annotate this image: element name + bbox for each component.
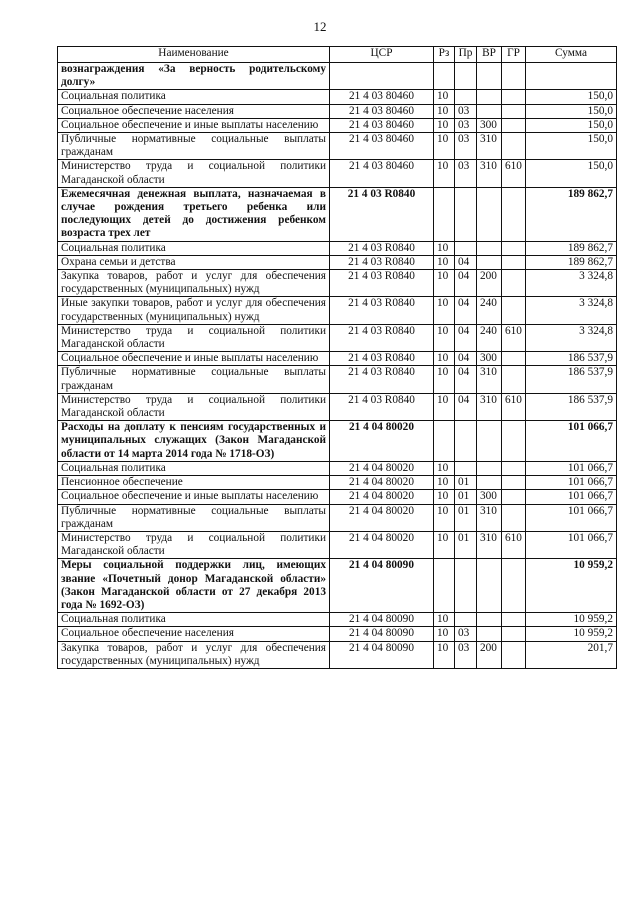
cell-vr — [477, 461, 502, 475]
cell-sum: 186 537,9 — [526, 393, 617, 420]
cell-vr: 240 — [477, 297, 502, 324]
table-header-row — [58, 47, 617, 63]
cell-gr — [502, 490, 526, 504]
cell-gr — [502, 504, 526, 531]
cell-name: Закупка товаров, работ и услуг для обеспечения государственных (муниципальных) нужд — [58, 641, 330, 668]
cell-sum: 189 862,7 — [526, 255, 617, 269]
cell-pr — [455, 90, 477, 104]
cell-pr: 03 — [455, 627, 477, 641]
cell-name: Социальное обеспечение и иные выплаты населению — [58, 490, 330, 504]
cell-sum: 150,0 — [526, 133, 617, 160]
cell-sum: 150,0 — [526, 160, 617, 187]
cell-vr: 310 — [477, 160, 502, 187]
cell-rz: 10 — [434, 476, 455, 490]
table-row — [58, 352, 617, 366]
cell-gr: 610 — [502, 531, 526, 558]
cell-rz: 10 — [434, 490, 455, 504]
table-row — [58, 90, 617, 104]
cell-name: Социальная политика — [58, 461, 330, 475]
cell-vr: 200 — [477, 641, 502, 668]
cell-vr — [477, 627, 502, 641]
cell-name: Социальное обеспечение и иные выплаты населению — [58, 352, 330, 366]
cell-gr — [502, 613, 526, 627]
cell-csr — [330, 63, 434, 90]
cell-vr — [477, 255, 502, 269]
cell-rz: 10 — [434, 504, 455, 531]
cell-sum: 3 324,8 — [526, 270, 617, 297]
cell-rz: 10 — [434, 270, 455, 297]
cell-pr — [455, 63, 477, 90]
table-row — [58, 366, 617, 393]
cell-vr: 300 — [477, 490, 502, 504]
cell-sum: 3 324,8 — [526, 324, 617, 351]
cell-sum: 101 066,7 — [526, 421, 617, 462]
table-row — [58, 476, 617, 490]
cell-sum: 10 959,2 — [526, 559, 617, 613]
cell-sum: 189 862,7 — [526, 187, 617, 241]
cell-gr: 610 — [502, 393, 526, 420]
cell-name: Охрана семьи и детства — [58, 255, 330, 269]
cell-name: Социальная политика — [58, 613, 330, 627]
cell-pr: 04 — [455, 270, 477, 297]
cell-sum: 10 959,2 — [526, 613, 617, 627]
cell-name: Публичные нормативные социальные выплаты гражданам — [58, 366, 330, 393]
table-row — [58, 627, 617, 641]
cell-gr — [502, 104, 526, 118]
cell-sum: 101 066,7 — [526, 490, 617, 504]
cell-rz: 10 — [434, 352, 455, 366]
cell-name: Публичные нормативные социальные выплаты гражданам — [58, 133, 330, 160]
cell-gr — [502, 421, 526, 462]
cell-pr: 04 — [455, 366, 477, 393]
cell-csr: 21 4 04 80020 — [330, 504, 434, 531]
cell-gr — [502, 133, 526, 160]
cell-rz — [434, 187, 455, 241]
cell-sum — [526, 63, 617, 90]
cell-pr: 01 — [455, 504, 477, 531]
cell-vr — [477, 187, 502, 241]
cell-gr — [502, 627, 526, 641]
cell-sum: 201,7 — [526, 641, 617, 668]
cell-pr — [455, 613, 477, 627]
table-row — [58, 504, 617, 531]
cell-sum: 3 324,8 — [526, 297, 617, 324]
cell-pr — [455, 421, 477, 462]
table-row — [58, 118, 617, 132]
table-row — [58, 559, 617, 613]
cell-pr: 01 — [455, 531, 477, 558]
cell-csr: 21 4 03 R0840 — [330, 366, 434, 393]
cell-rz — [434, 63, 455, 90]
cell-rz: 10 — [434, 641, 455, 668]
cell-csr: 21 4 03 R0840 — [330, 352, 434, 366]
header-rz: Рз — [434, 47, 455, 63]
cell-gr — [502, 118, 526, 132]
cell-csr: 21 4 03 R0840 — [330, 393, 434, 420]
page-number: 12 — [313, 19, 327, 34]
cell-gr — [502, 90, 526, 104]
cell-vr: 310 — [477, 393, 502, 420]
table-row — [58, 255, 617, 269]
table-row — [58, 241, 617, 255]
cell-pr: 03 — [455, 641, 477, 668]
cell-vr: 300 — [477, 118, 502, 132]
cell-pr: 03 — [455, 160, 477, 187]
cell-sum: 101 066,7 — [526, 476, 617, 490]
cell-csr: 21 4 03 R0840 — [330, 324, 434, 351]
cell-sum: 186 537,9 — [526, 352, 617, 366]
cell-vr — [477, 241, 502, 255]
cell-pr: 03 — [455, 104, 477, 118]
cell-pr — [455, 461, 477, 475]
cell-pr: 04 — [455, 297, 477, 324]
cell-rz: 10 — [434, 531, 455, 558]
cell-name: вознаграждения «За верность родительскому долгу» — [58, 63, 330, 90]
table-row — [58, 63, 617, 90]
cell-pr: 04 — [455, 393, 477, 420]
table-row — [58, 133, 617, 160]
table-row — [58, 393, 617, 420]
cell-rz: 10 — [434, 366, 455, 393]
cell-vr: 200 — [477, 270, 502, 297]
cell-gr — [502, 63, 526, 90]
cell-csr: 21 4 03 R0840 — [330, 241, 434, 255]
cell-csr: 21 4 03 R0840 — [330, 270, 434, 297]
cell-vr: 310 — [477, 504, 502, 531]
cell-gr — [502, 366, 526, 393]
cell-csr: 21 4 04 80020 — [330, 461, 434, 475]
cell-sum: 101 066,7 — [526, 531, 617, 558]
cell-csr: 21 4 03 80460 — [330, 104, 434, 118]
header-sum: Сумма — [526, 47, 617, 63]
cell-rz — [434, 559, 455, 613]
cell-name: Пенсионное обеспечение — [58, 476, 330, 490]
cell-rz: 10 — [434, 461, 455, 475]
cell-gr — [502, 559, 526, 613]
header-vr: ВР — [477, 47, 502, 63]
cell-vr: 310 — [477, 133, 502, 160]
cell-name: Меры социальной поддержки лиц, имеющих звание «Почетный донор Магаданской области» (Закон Магаданской области от 27 декабря 2013 года № 1692-ОЗ) — [58, 559, 330, 613]
cell-name: Министерство труда и социальной политики Магаданской области — [58, 393, 330, 420]
cell-pr: 01 — [455, 476, 477, 490]
cell-name: Закупка товаров, работ и услуг для обеспечения государственных (муниципальных) нужд — [58, 270, 330, 297]
cell-sum: 101 066,7 — [526, 461, 617, 475]
cell-rz: 10 — [434, 160, 455, 187]
cell-name: Министерство труда и социальной политики Магаданской области — [58, 531, 330, 558]
cell-pr — [455, 187, 477, 241]
cell-name: Социальная политика — [58, 90, 330, 104]
cell-rz: 10 — [434, 241, 455, 255]
cell-csr: 21 4 03 80460 — [330, 90, 434, 104]
cell-gr — [502, 255, 526, 269]
cell-rz: 10 — [434, 627, 455, 641]
cell-csr: 21 4 03 R0840 — [330, 255, 434, 269]
cell-rz: 10 — [434, 613, 455, 627]
cell-rz: 10 — [434, 104, 455, 118]
cell-csr: 21 4 04 80090 — [330, 613, 434, 627]
table-row — [58, 490, 617, 504]
cell-csr: 21 4 03 80460 — [330, 118, 434, 132]
cell-csr: 21 4 04 80090 — [330, 627, 434, 641]
cell-sum: 189 862,7 — [526, 241, 617, 255]
cell-rz: 10 — [434, 133, 455, 160]
cell-csr: 21 4 04 80020 — [330, 490, 434, 504]
cell-pr — [455, 559, 477, 613]
table-row — [58, 104, 617, 118]
cell-sum: 186 537,9 — [526, 366, 617, 393]
header-name: Наименование — [58, 47, 330, 63]
cell-vr — [477, 559, 502, 613]
cell-rz: 10 — [434, 393, 455, 420]
cell-name: Социальная политика — [58, 241, 330, 255]
table-row — [58, 531, 617, 558]
header-gr: ГР — [502, 47, 526, 63]
cell-vr — [477, 90, 502, 104]
cell-name: Социальное обеспечение населения — [58, 104, 330, 118]
cell-gr — [502, 187, 526, 241]
cell-gr — [502, 270, 526, 297]
cell-rz: 10 — [434, 255, 455, 269]
cell-csr: 21 4 03 R0840 — [330, 187, 434, 241]
table-row — [58, 270, 617, 297]
table-row — [58, 421, 617, 462]
cell-csr: 21 4 03 R0840 — [330, 297, 434, 324]
cell-name: Социальное обеспечение населения — [58, 627, 330, 641]
cell-pr: 04 — [455, 324, 477, 351]
cell-gr — [502, 476, 526, 490]
cell-gr — [502, 352, 526, 366]
cell-gr: 610 — [502, 160, 526, 187]
cell-name: Министерство труда и социальной политики Магаданской области — [58, 324, 330, 351]
table-row — [58, 461, 617, 475]
cell-rz — [434, 421, 455, 462]
cell-csr: 21 4 03 80460 — [330, 133, 434, 160]
cell-vr: 310 — [477, 531, 502, 558]
table-body — [58, 63, 617, 669]
cell-sum: 10 959,2 — [526, 627, 617, 641]
cell-pr: 03 — [455, 118, 477, 132]
cell-name: Министерство труда и социальной политики Магаданской области — [58, 160, 330, 187]
cell-pr: 01 — [455, 490, 477, 504]
cell-pr: 04 — [455, 255, 477, 269]
cell-pr: 03 — [455, 133, 477, 160]
cell-rz: 10 — [434, 118, 455, 132]
table-row — [58, 641, 617, 668]
cell-gr — [502, 461, 526, 475]
cell-rz: 10 — [434, 297, 455, 324]
cell-pr — [455, 241, 477, 255]
cell-vr — [477, 613, 502, 627]
cell-vr — [477, 63, 502, 90]
header-pr: Пр — [455, 47, 477, 63]
cell-pr: 04 — [455, 352, 477, 366]
cell-csr: 21 4 04 80020 — [330, 421, 434, 462]
table-row — [58, 613, 617, 627]
cell-gr — [502, 641, 526, 668]
cell-vr: 300 — [477, 352, 502, 366]
cell-gr: 610 — [502, 324, 526, 351]
cell-vr — [477, 104, 502, 118]
table-row — [58, 297, 617, 324]
cell-sum: 150,0 — [526, 104, 617, 118]
cell-sum: 150,0 — [526, 90, 617, 104]
cell-csr: 21 4 04 80090 — [330, 559, 434, 613]
cell-csr: 21 4 04 80090 — [330, 641, 434, 668]
cell-sum: 150,0 — [526, 118, 617, 132]
cell-csr: 21 4 04 80020 — [330, 531, 434, 558]
budget-table — [57, 46, 617, 669]
cell-vr — [477, 421, 502, 462]
header-csr: ЦСР — [330, 47, 434, 63]
table-row — [58, 160, 617, 187]
cell-csr: 21 4 03 80460 — [330, 160, 434, 187]
cell-name: Расходы на доплату к пенсиям государственных и муниципальных служащих (Закон Магаданской области от 14 марта 2014 года № 1718-ОЗ) — [58, 421, 330, 462]
cell-name: Иные закупки товаров, работ и услуг для обеспечения государственных (муниципальных) нужд — [58, 297, 330, 324]
table-row — [58, 187, 617, 241]
cell-name: Социальное обеспечение и иные выплаты населению — [58, 118, 330, 132]
cell-csr: 21 4 04 80020 — [330, 476, 434, 490]
cell-rz: 10 — [434, 90, 455, 104]
cell-gr — [502, 241, 526, 255]
cell-gr — [502, 297, 526, 324]
cell-name: Публичные нормативные социальные выплаты гражданам — [58, 504, 330, 531]
cell-sum: 101 066,7 — [526, 504, 617, 531]
cell-vr: 240 — [477, 324, 502, 351]
table-row — [58, 324, 617, 351]
cell-vr: 310 — [477, 366, 502, 393]
cell-rz: 10 — [434, 324, 455, 351]
cell-name: Ежемесячная денежная выплата, назначаемая в случае рождения третьего ребенка или последующих детей до достижения ребенком возраста трех лет — [58, 187, 330, 241]
cell-vr — [477, 476, 502, 490]
